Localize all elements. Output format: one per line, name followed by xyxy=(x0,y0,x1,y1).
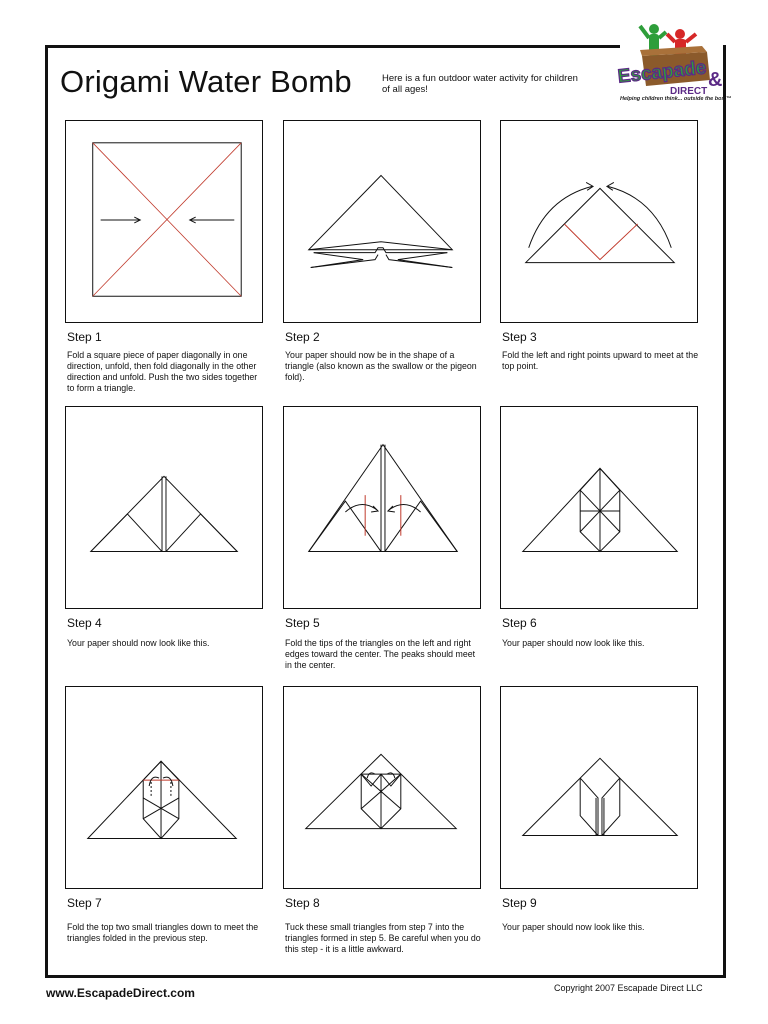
svg-text:&: & xyxy=(708,69,723,91)
step-5-diagram xyxy=(283,406,481,609)
page-title: Origami Water Bomb xyxy=(60,64,352,99)
step-2-label: Step 2 xyxy=(285,330,320,344)
step-9-text: Your paper should now look like this. xyxy=(502,922,645,932)
step-9-diagram xyxy=(500,686,698,889)
step-3-text: Fold the left and right points upward to meet at the top point. xyxy=(502,350,699,371)
step-2-text: Your paper should now be in the shape of a triangle (also known as the swallow or the pigeon fold). xyxy=(285,350,477,382)
step-8-diagram xyxy=(283,686,481,889)
step-5-label: Step 5 xyxy=(285,616,320,630)
step-7-text: Fold the top two small triangles down to meet the triangles folded in the previous step. xyxy=(67,922,259,943)
step-6-label: Step 6 xyxy=(502,616,537,630)
step-9-label: Step 9 xyxy=(502,896,537,910)
step-4-text: Your paper should now look like this. xyxy=(67,638,210,648)
step-7-diagram xyxy=(65,686,263,889)
intro-text: Here is a fun outdoor water activity for children of all ages! xyxy=(382,73,578,95)
footer-url-link[interactable]: www.EscapadeDirect.com xyxy=(46,986,195,1000)
step-1-text: Fold a square piece of paper diagonally in one direction, unfold, then fold diagonally in the other direction and unfold. Push the two sides together to form a triangle. xyxy=(67,350,258,393)
step-4-diagram xyxy=(65,406,263,609)
step-3-label: Step 3 xyxy=(502,330,537,344)
step-6-diagram xyxy=(500,406,698,609)
step-6-text: Your paper should now look like this. xyxy=(502,638,645,648)
svg-text:DIRECT: DIRECT xyxy=(670,86,708,97)
step-1-diagram xyxy=(65,120,263,323)
step-8-text: Tuck these small triangles from step 7 into the triangles formed in step 5. Be careful when you do this step - it is a little awkward. xyxy=(285,922,481,954)
step-5-text: Fold the tips of the triangles on the left and right edges toward the center. The peaks should meet in the center. xyxy=(285,638,476,670)
step-2-diagram xyxy=(283,120,481,323)
step-8-label: Step 8 xyxy=(285,896,320,910)
logo-tagline: Helping children think... outside the box.™ xyxy=(620,96,732,102)
step-4-label: Step 4 xyxy=(67,616,102,630)
copyright-text: Copyright 2007 Escapade Direct LLC xyxy=(554,983,703,993)
svg-text:Escapade: Escapade xyxy=(616,57,708,88)
step-1-label: Step 1 xyxy=(67,330,102,344)
step-3-diagram xyxy=(500,120,698,323)
step-7-label: Step 7 xyxy=(67,896,102,910)
